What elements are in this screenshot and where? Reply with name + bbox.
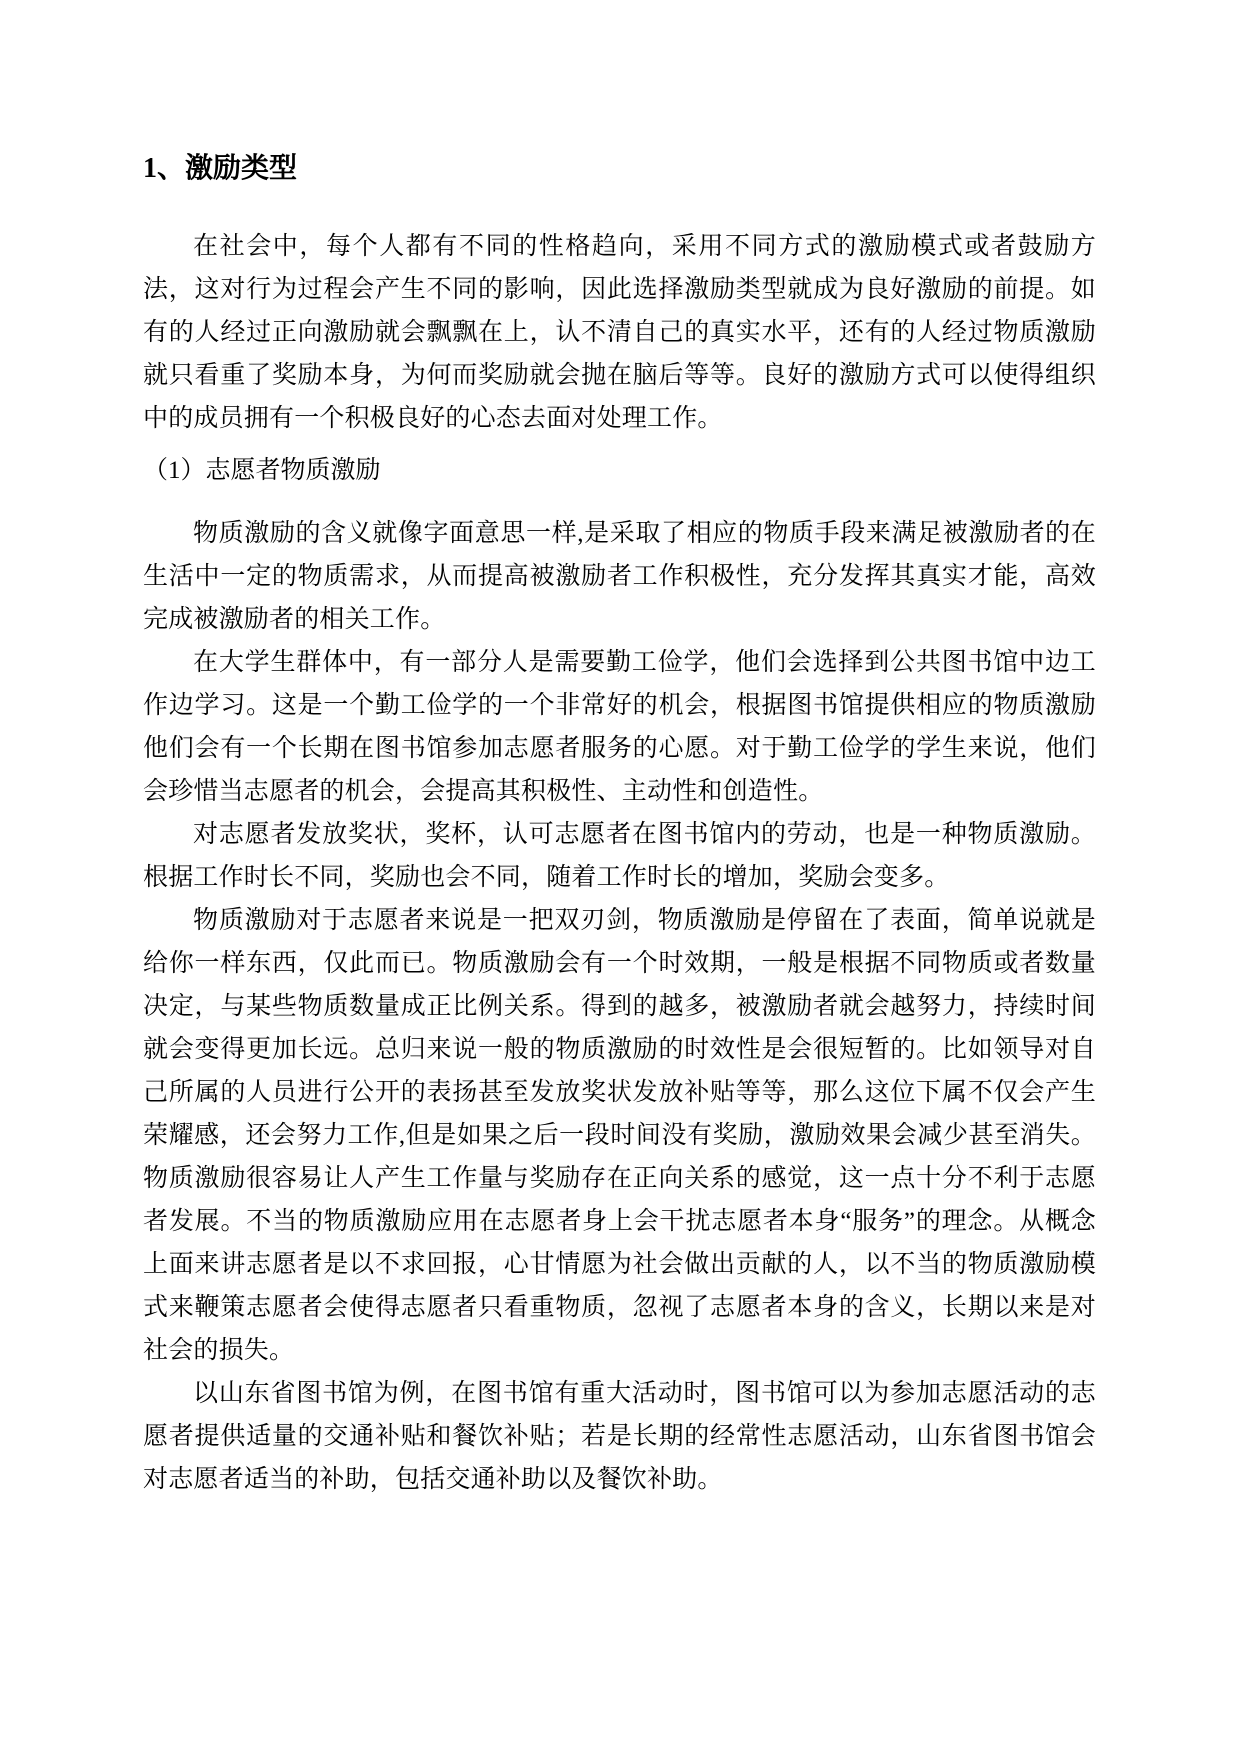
paragraph-student-work-study: 在大学生群体中，有一部分人是需要勤工俭学，他们会选择到公共图书馆中边工作边学习。这是一个勤工俭学的一个非常好的机会，根据图书馆提供相应的物质激励他们会有一个长期在图书馆参加志愿者服务的心愿。对于勤工俭学的学生来说，他们会珍惜当志愿者的机会，会提高其积极性、主动性和创造性。 [143,649,1096,805]
paragraph-material-incentive-definition: 物质激励的含义就像字面意思一样,是采取了相应的物质手段来满足被激励者的在生活中一定的物质需求，从而提高被激励者工作积极性，充分发挥其真实才能，高效完成被激励者的相关工作。 [143,520,1096,633]
intro-paragraph: 在社会中，每个人都有不同的性格趋向，采用不同方式的激励模式或者鼓励方法，这对行为过程会产生不同的影响，因此选择激励类型就成为良好激励的前提。如有的人经过正向激励就会飘飘在上，认不清自己的真实水平，还有的人经过物质激励就只看重了奖励本身，为何而奖励就会抛在脑后等等。良好的激励方式可以使得组织中的成员拥有一个积极良好的心态去面对处理工作。 [143,233,1096,432]
subsection-heading: （1）志愿者物质激励 [143,457,381,484]
paragraph-double-edged-sword: 物质激励对于志愿者来说是一把双刃剑，物质激励是停留在了表面，简单说就是给你一样东西，仅此而已。物质激励会有一个时效期，一般是根据不同物质或者数量决定，与某些物质数量成正比例关系。得到的越多，被激励者就会越努力，持续时间就会变得更加长远。总归来说一般的物质激励的时效性是会很短暂的。比如领导对自己所属的人员进行公开的表扬甚至发放奖状发放补贴等等，那么这位下属不仅会产生荣耀感，还会努力工作,但是如果之后一段时间没有奖励，激励效果会减少甚至消失。物质激励很容易让人产生工作量与奖励存在正向关系的感觉，这一点十分不利于志愿者发展。不当的物质激励应用在志愿者身上会干扰志愿者本身“服务”的理念。从概念上面来讲志愿者是以不求回报，心甘情愿为社会做出贡献的人，以不当的物质激励模式来鞭策志愿者会使得志愿者只看重物质，忽视了志愿者本身的含义，长期以来是对社会的损失。 [143,907,1096,1364]
section-heading: 1、激励类型 [143,153,298,184]
paragraph-shandong-library-example: 以山东省图书馆为例，在图书馆有重大活动时，图书馆可以为参加志愿活动的志愿者提供适量的交通补贴和餐饮补贴；若是长期的经常性志愿活动，山东省图书馆会对志愿者适当的补助，包括交通补助以及餐饮补助。 [143,1380,1096,1493]
paragraph-awards-certificates: 对志愿者发放奖状，奖杯，认可志愿者在图书馆内的劳动，也是一种物质激励。根据工作时长不同，奖励也会不同，随着工作时长的增加，奖励会变多。 [143,821,1096,891]
